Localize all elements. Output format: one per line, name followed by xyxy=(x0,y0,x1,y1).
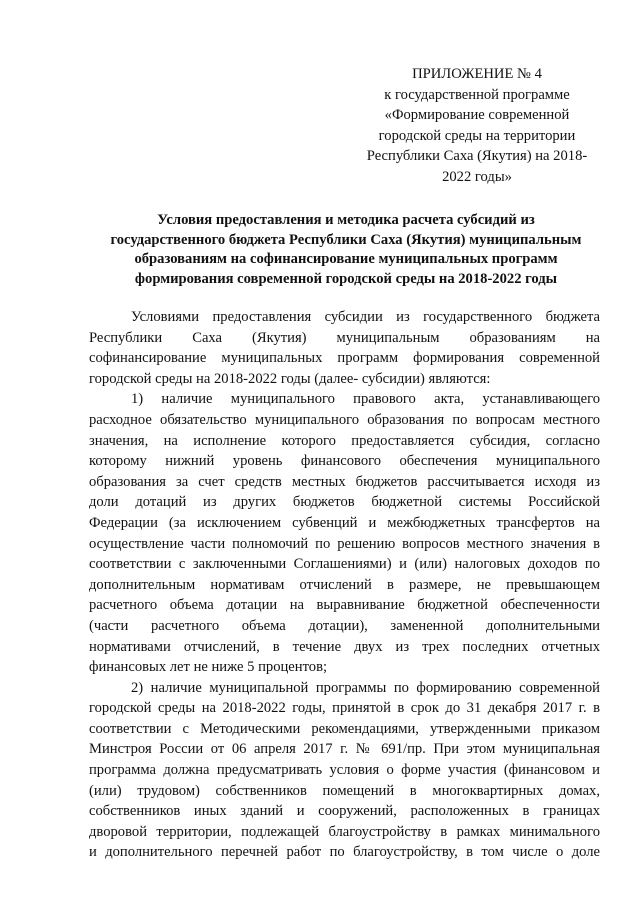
paragraph-line: Условиями предоставления субсидии из государственного бюджета xyxy=(131,309,600,325)
paragraph-line: дворовой территории, подлежащей благоустройству в рамках минимального xyxy=(89,823,600,840)
paragraph-line: 1) наличие муниципального правового акта, устанавливающего xyxy=(131,391,600,408)
paragraph-line: финансовых лет не ниже 5 процентов; xyxy=(89,659,328,676)
paragraph-line: которому нижний уровень финансового обеспечения муниципального xyxy=(89,453,600,470)
paragraph-line: расчетного объема дотации на выравнивание бюджетной обеспеченности xyxy=(89,597,600,614)
paragraph-line: городской среды на 2018-2022 годы (далее- субсидии) являются: xyxy=(89,370,491,387)
paragraph-line: собственников иных зданий и сооружений, расположенных в границах xyxy=(89,803,600,820)
paragraph-line: софинансирование муниципальных программ формирования современной xyxy=(89,350,600,367)
appendix-header xyxy=(352,64,602,187)
paragraph-line: Минстроя России от 06 апреля 2017 г. № 691/пр. При этом муниципальная xyxy=(89,741,600,758)
paragraph-line: соответствии с заключенными Соглашениями) и (или) налоговых доходов по xyxy=(89,556,600,573)
paragraph-line: программа должна предусматривать условия о форме участия (финансовом и xyxy=(89,762,600,779)
paragraph-line: нормативами отчислений, в течение двух из трех последних отчетных xyxy=(89,638,600,655)
appendix-line: Республики Саха (Якутия) на 2018- xyxy=(366,148,588,164)
paragraph-line: и дополнительного перечней работ по благоустройству, в том числе о доле xyxy=(89,844,600,861)
title-line: формирования современной городской среды на 2018-2022 годы xyxy=(134,270,558,287)
paragraph-line: Республики Саха (Якутия) муниципальным образованиям на xyxy=(89,329,600,346)
document-title xyxy=(88,211,604,289)
appendix-line: городской среды на территории xyxy=(378,127,576,144)
paragraph-line: доли дотаций из других бюджетов бюджетной системы Российской xyxy=(89,494,600,511)
title-line: образованиям на софинансирование муниципальных программ xyxy=(134,251,558,267)
paragraph-line: соответствии с Методическими рекомендациями, утвержденными приказом xyxy=(89,720,600,737)
paragraph-line: (или) трудовом) собственников помещений в многоквартирных домах, xyxy=(89,782,600,799)
paragraph-line: дополнительным нормативам отчислений в размере, не превышающем xyxy=(89,576,600,593)
appendix-line: к государственной программе xyxy=(384,86,570,103)
paragraph-line: Федерации (за исключением субвенций и межбюджетных трансфертов на xyxy=(89,514,600,531)
paragraph-line: осуществление части полномочий по решению вопросов местного значения в xyxy=(89,535,600,552)
appendix-line: «Формирование современной xyxy=(384,107,570,123)
paragraph-line: значения, на исполнение которого предоставляется субсидия, согласно xyxy=(89,432,600,449)
document-body xyxy=(89,307,600,863)
appendix-line: 2022 годы» xyxy=(442,168,512,185)
paragraph-line: расходное обязательство муниципального образования по вопросам местного xyxy=(89,411,600,428)
paragraph-line: 2) наличие муниципальной программы по формированию современной xyxy=(131,679,600,696)
title-line: Условия предоставления и методика расчета субсидий из xyxy=(157,212,535,228)
title-line: государственного бюджета Республики Саха (Якутия) муниципальным xyxy=(110,231,582,248)
paragraph-line: (части расчетного объема дотации), замененной дополнительными xyxy=(89,617,600,634)
paragraph-line: городской среды на 2018-2022 годы, принятой в срок до 31 декабря 2017 г. в xyxy=(89,700,600,717)
paragraph-line: образования за счет средств местных бюджетов рассчитывается исходя из xyxy=(89,473,600,490)
appendix-line: ПРИЛОЖЕНИЕ № 4 xyxy=(412,66,542,82)
